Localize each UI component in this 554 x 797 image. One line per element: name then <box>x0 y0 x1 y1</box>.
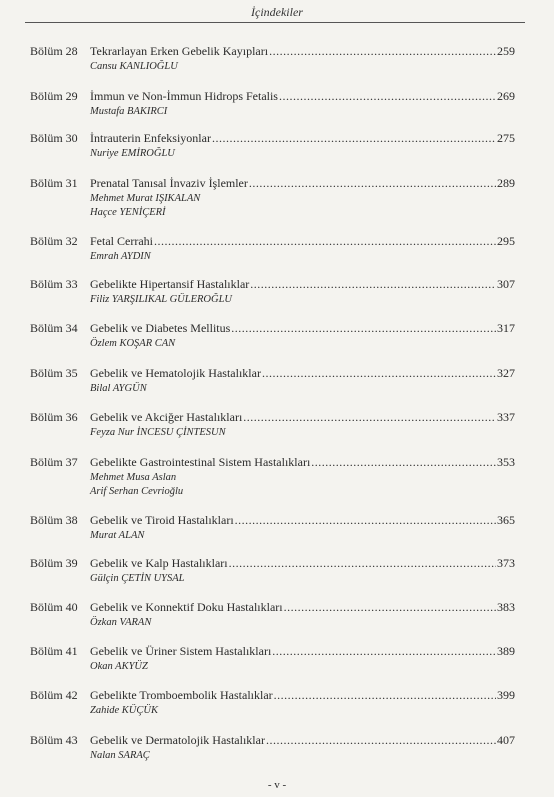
dot-leader <box>284 600 496 615</box>
chapter-title-line <box>90 366 515 381</box>
chapter-page-number: 353 <box>497 455 515 469</box>
chapter-title-line <box>90 176 515 191</box>
dot-leader <box>274 688 496 703</box>
chapter-title: Gebelik ve Akciğer Hastalıkları <box>90 410 243 424</box>
chapter-number: Bölüm 32 <box>30 234 78 248</box>
chapter-title: Gebelik ve Konnektif Doku Hastalıkları <box>90 600 283 614</box>
chapter-number: Bölüm 35 <box>30 366 78 380</box>
dot-leader <box>243 410 496 425</box>
chapter-author: Bilal AYGÜN <box>90 383 147 394</box>
chapter-author: Gülçin ÇETİN UYSAL <box>90 573 185 584</box>
chapter-title: Gebelik ve Kalp Hastalıkları <box>90 556 228 570</box>
chapter-title: Gebelik ve Üriner Sistem Hastalıkları <box>90 644 272 658</box>
chapter-title-line <box>90 89 515 104</box>
chapter-title: Gebelik ve Dermatolojik Hastalıklar <box>90 733 265 747</box>
dot-leader <box>272 644 496 659</box>
chapter-title-line <box>90 131 515 146</box>
chapter-page-number: 327 <box>497 366 515 380</box>
chapter-author: Zahide KÜÇÜK <box>90 705 158 716</box>
chapter-number: Bölüm 29 <box>30 89 78 103</box>
chapter-title: Gebelikte Tromboembolik Hastalıklar <box>90 688 273 702</box>
chapter-page-number: 373 <box>497 556 515 570</box>
dot-leader <box>266 733 496 748</box>
chapter-title-line <box>90 410 515 425</box>
chapter-number: Bölüm 38 <box>30 513 78 527</box>
chapter-number: Bölüm 39 <box>30 556 78 570</box>
chapter-author: Nalan SARAÇ <box>90 750 150 761</box>
chapter-title-line <box>90 688 515 703</box>
chapter-author: Arif Serhan Cevrioğlu <box>90 486 184 497</box>
chapter-author: Emrah AYDIN <box>90 251 151 262</box>
chapter-author: Cansu KANLIOĞLU <box>90 61 178 72</box>
chapter-number: Bölüm 33 <box>30 277 78 291</box>
chapter-page-number: 289 <box>497 176 515 190</box>
chapter-title-line <box>90 600 515 615</box>
dot-leader <box>154 234 496 249</box>
chapter-title: Gebelik ve Hematolojik Hastalıklar <box>90 366 261 380</box>
chapter-number: Bölüm 28 <box>30 44 78 58</box>
chapter-number: Bölüm 31 <box>30 176 78 190</box>
chapter-title-line <box>90 321 515 336</box>
chapter-page-number: 337 <box>497 410 515 424</box>
chapter-title-line <box>90 44 515 59</box>
chapter-author: Nuriye EMİROĞLU <box>90 148 175 159</box>
dot-leader <box>229 556 496 571</box>
page-number: - v - <box>267 779 287 791</box>
chapter-author: Mustafa BAKIRCI <box>90 106 168 117</box>
dot-leader <box>212 131 496 146</box>
chapter-number: Bölüm 34 <box>30 321 78 335</box>
page-header-title: İçindekiler <box>251 5 303 19</box>
chapter-title: Tekrarlayan Erken Gebelik Kayıpları <box>90 44 269 58</box>
dot-leader <box>235 513 496 528</box>
chapter-number: Bölüm 30 <box>30 131 78 145</box>
dot-leader <box>249 176 496 191</box>
chapter-number: Bölüm 40 <box>30 600 78 614</box>
chapter-title-line <box>90 733 515 748</box>
chapter-number: Bölüm 42 <box>30 688 78 702</box>
chapter-author: Mehmet Murat IŞIKALAN <box>90 193 201 204</box>
chapter-title: Gebelikte Gastrointestinal Sistem Hastalıkları <box>90 455 311 469</box>
chapter-author: Filiz YARŞILIKAL GÜLEROĞLU <box>90 294 233 305</box>
chapter-page-number: 259 <box>497 44 515 58</box>
chapter-author: Mehmet Musa Aslan <box>90 472 177 483</box>
chapter-page-number: 383 <box>497 600 515 614</box>
chapter-title-line <box>90 513 515 528</box>
chapter-title: Gebelikte Hipertansif Hastalıklar <box>90 277 250 291</box>
chapter-author: Feyza Nur İNCESU ÇİNTESUN <box>90 427 226 438</box>
chapter-page-number: 269 <box>497 89 515 103</box>
chapter-page-number: 307 <box>497 277 515 291</box>
dot-leader <box>269 44 496 59</box>
chapter-number: Bölüm 37 <box>30 455 78 469</box>
dot-leader <box>262 366 496 381</box>
chapter-author: Haçce YENİÇERİ <box>90 207 166 218</box>
chapter-page-number: 399 <box>497 688 515 702</box>
chapter-page-number: 317 <box>497 321 515 335</box>
chapter-number: Bölüm 41 <box>30 644 78 658</box>
chapter-title: Gebelik ve Diabetes Mellitus <box>90 321 231 335</box>
chapter-title-line <box>90 234 515 249</box>
chapter-title: İntrauterin Enfeksiyonlar <box>90 131 211 145</box>
header-divider <box>25 22 525 23</box>
chapter-author: Özlem KOŞAR CAN <box>90 338 176 349</box>
chapter-page-number: 295 <box>497 234 515 248</box>
chapter-page-number: 389 <box>497 644 515 658</box>
chapter-page-number: 407 <box>497 733 515 747</box>
chapter-title: Prenatal Tanısal İnvaziv İşlemler <box>90 176 248 190</box>
chapter-author: Murat ALAN <box>90 530 145 541</box>
chapter-title: Fetal Cerrahi <box>90 234 153 248</box>
dot-leader <box>250 277 496 292</box>
dot-leader <box>279 89 496 104</box>
dot-leader <box>231 321 496 336</box>
chapter-author: Okan AKYÜZ <box>90 661 148 672</box>
chapter-title: Gebelik ve Tiroid Hastalıkları <box>90 513 234 527</box>
chapter-number: Bölüm 36 <box>30 410 78 424</box>
chapter-title: İmmun ve Non-İmmun Hidrops Fetalis <box>90 89 278 103</box>
chapter-title-line <box>90 644 515 659</box>
chapter-title-line <box>90 556 515 571</box>
dot-leader <box>311 455 496 470</box>
chapter-page-number: 365 <box>497 513 515 527</box>
chapter-title-line <box>90 277 515 292</box>
chapter-title-line <box>90 455 515 470</box>
chapter-page-number: 275 <box>497 131 515 145</box>
chapter-number: Bölüm 43 <box>30 733 78 747</box>
chapter-author: Özkan VARAN <box>90 617 152 628</box>
